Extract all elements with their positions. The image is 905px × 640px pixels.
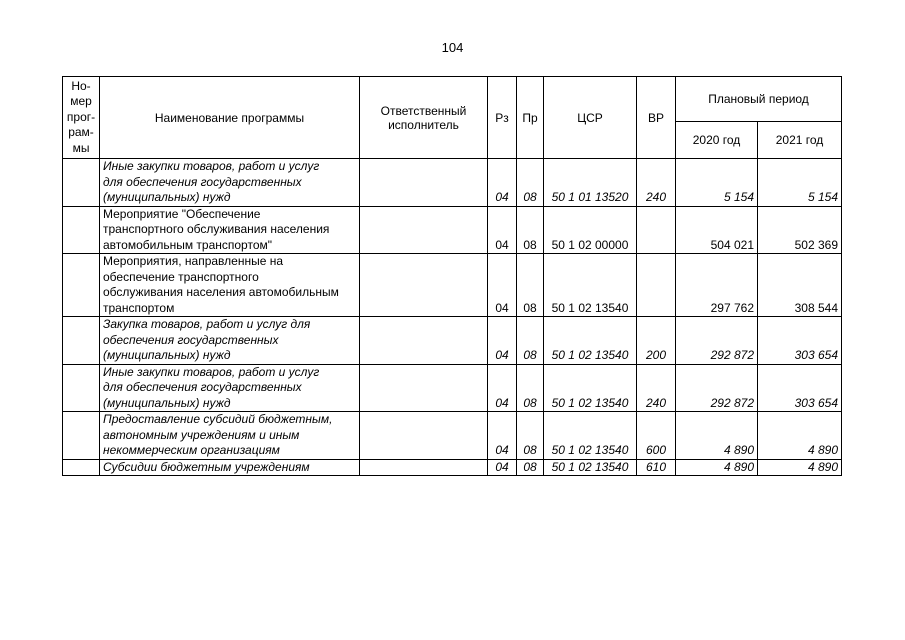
rz-cell: 04 xyxy=(488,254,517,317)
program-name-cell xyxy=(100,364,360,412)
amount-2020-cell: 504 021 xyxy=(676,206,758,254)
amount-2021-cell: 4 890 xyxy=(758,412,842,460)
header-planned-period: Плановый период xyxy=(676,77,842,122)
program-name-cell xyxy=(100,459,360,476)
table-row xyxy=(63,206,842,254)
program-name-cell xyxy=(100,317,360,365)
amount-2021-cell: 303 654 xyxy=(758,364,842,412)
program-name-cell xyxy=(100,254,360,317)
program-name-line: Субсидии бюджетным учреждениям xyxy=(103,459,310,474)
program-name-line: обеспечения государственных xyxy=(103,332,279,347)
program-name-line: обслуживания населения автомобильным xyxy=(103,285,339,299)
csr-cell: 50 1 01 13520 xyxy=(544,159,637,207)
amount-2021-cell: 4 890 xyxy=(758,459,842,476)
program-name-line: (муниципальных) нужд xyxy=(103,348,231,362)
program-name-line: для обеспечения государственных xyxy=(103,380,302,394)
vr-cell: 610 xyxy=(637,459,676,476)
csr-cell: 50 1 02 13540 xyxy=(544,317,637,365)
program-name-line: транспортного обслуживания населения xyxy=(103,222,330,236)
program-name-line: для обеспечения государственных xyxy=(103,174,302,189)
header-rz: Рз xyxy=(488,77,517,159)
program-number-cell xyxy=(63,364,100,412)
header-executor: Ответственный исполнитель xyxy=(360,77,488,159)
program-number-cell xyxy=(63,159,100,207)
program-name-cell xyxy=(100,159,360,207)
header-vr: ВР xyxy=(637,77,676,159)
rz-cell: 04 xyxy=(488,412,517,460)
rz-cell: 04 xyxy=(488,159,517,207)
csr-cell: 50 1 02 00000 xyxy=(544,206,637,254)
program-name-line: транспортом xyxy=(103,300,175,315)
executor-cell xyxy=(360,254,488,317)
program-name-line: некоммерческим организациям xyxy=(103,443,280,457)
vr-cell xyxy=(637,254,676,317)
header-csr: ЦСР xyxy=(544,77,637,159)
program-name-cell xyxy=(100,412,360,460)
program-name-line: Предоставление субсидий бюджетным, xyxy=(103,412,333,426)
amount-2021-cell: 308 544 xyxy=(758,254,842,317)
csr-cell: 50 1 02 13540 xyxy=(544,412,637,460)
executor-cell xyxy=(360,159,488,207)
table-header-row xyxy=(63,77,842,122)
program-number-cell xyxy=(63,254,100,317)
executor-cell xyxy=(360,317,488,365)
table-row xyxy=(63,459,842,476)
program-name-line: (муниципальных) нужд xyxy=(103,395,231,410)
amount-2020-cell: 297 762 xyxy=(676,254,758,317)
table-row xyxy=(63,412,842,460)
amount-2020-cell: 4 890 xyxy=(676,412,758,460)
pr-cell: 08 xyxy=(517,459,544,476)
executor-cell xyxy=(360,412,488,460)
program-name-cell xyxy=(100,206,360,254)
csr-cell: 50 1 02 13540 xyxy=(544,254,637,317)
program-name-line: автомобильным транспортом" xyxy=(103,237,273,252)
executor-cell xyxy=(360,364,488,412)
rz-cell: 04 xyxy=(488,206,517,254)
program-name-line: Иные закупки товаров, работ и услуг xyxy=(103,159,320,173)
pr-cell: 08 xyxy=(517,364,544,412)
pr-cell: 08 xyxy=(517,412,544,460)
program-number-cell xyxy=(63,459,100,476)
rz-cell: 04 xyxy=(488,317,517,365)
table-row xyxy=(63,159,842,207)
table-row xyxy=(63,317,842,365)
header-year-2021: 2021 год xyxy=(758,122,842,159)
program-name-line: (муниципальных) нужд xyxy=(103,190,231,204)
amount-2021-cell: 5 154 xyxy=(758,159,842,207)
program-name-line: Иные закупки товаров, работ и услуг xyxy=(103,364,320,379)
budget-table xyxy=(62,76,842,476)
amount-2020-cell: 292 872 xyxy=(676,317,758,365)
pr-cell: 08 xyxy=(517,159,544,207)
table-row xyxy=(63,364,842,412)
rz-cell: 04 xyxy=(488,459,517,476)
header-program-number: Но- мер прог- рам- мы xyxy=(63,77,100,159)
header-pr: Пр xyxy=(517,77,544,159)
table-body xyxy=(63,159,842,476)
vr-cell: 200 xyxy=(637,317,676,365)
table-row xyxy=(63,254,842,317)
amount-2020-cell: 5 154 xyxy=(676,159,758,207)
rz-cell: 04 xyxy=(488,364,517,412)
program-number-cell xyxy=(63,412,100,460)
program-name-line: Закупка товаров, работ и услуг для xyxy=(103,317,311,331)
vr-cell: 600 xyxy=(637,412,676,460)
program-name-line: автономным учреждениям и иным xyxy=(103,427,300,442)
amount-2020-cell: 292 872 xyxy=(676,364,758,412)
vr-cell: 240 xyxy=(637,159,676,207)
amount-2021-cell: 303 654 xyxy=(758,317,842,365)
program-number-cell xyxy=(63,206,100,254)
vr-cell xyxy=(637,206,676,254)
pr-cell: 08 xyxy=(517,254,544,317)
program-name-line: обеспечение транспортного xyxy=(103,269,259,284)
executor-cell xyxy=(360,459,488,476)
program-name-line: Мероприятие "Обеспечение xyxy=(103,206,261,221)
program-name-line: Мероприятия, направленные на xyxy=(103,254,283,268)
executor-cell xyxy=(360,206,488,254)
vr-cell: 240 xyxy=(637,364,676,412)
pr-cell: 08 xyxy=(517,206,544,254)
header-year-2020: 2020 год xyxy=(676,122,758,159)
header-program-name: Наименование программы xyxy=(100,77,360,159)
program-number-cell xyxy=(63,317,100,365)
amount-2020-cell: 4 890 xyxy=(676,459,758,476)
csr-cell: 50 1 02 13540 xyxy=(544,364,637,412)
amount-2021-cell: 502 369 xyxy=(758,206,842,254)
page-number: 104 xyxy=(441,40,464,55)
pr-cell: 08 xyxy=(517,317,544,365)
csr-cell: 50 1 02 13540 xyxy=(544,459,637,476)
